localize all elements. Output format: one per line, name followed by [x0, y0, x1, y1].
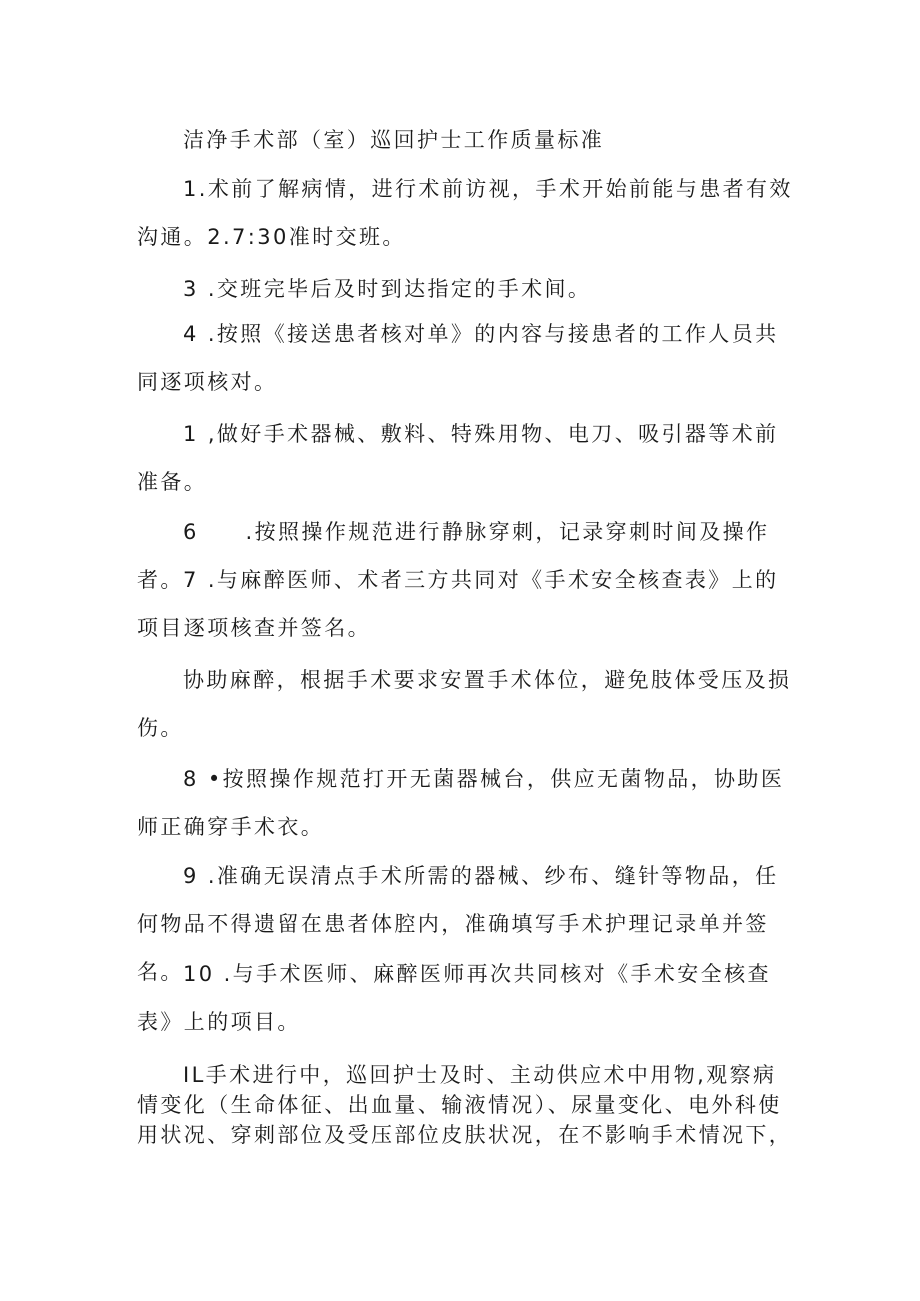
document-title: 洁净手术部（室）巡回护士工作质量标准: [183, 128, 605, 152]
paragraph-7: 协助麻醉，根据手术要求安置手术体位，避免肢体受压及损伤。: [137, 668, 792, 740]
paragraph-6: 7 .与麻醉医师、术者三方共同对《手术安全核查表》上的项目逐项核查并签名。: [137, 568, 779, 640]
paragraph-1: 1.术前了解病情，进行术前访视，手术开始前能与患者有效沟通。2.7:30准时交班。: [137, 177, 793, 249]
paragraph-3: 4 .按照《接送患者核对单》的内容与接患者的工作人员共同逐项核对。: [137, 322, 779, 394]
paragraph-11: IL手术进行中，巡回护士及时、主动供应术中用物,观察病情变化（生命体征、出血量、输液情况）、尿量变化、电外科使用状况、穿刺部位及受压部位皮肤状况，在不影响手术情况下，: [137, 1063, 793, 1147]
paragraph-9: 9 .准确无误清点手术所需的器械、纱布、缝针等物品，任何物品不得遗留在患者体腔内，准确填写手术护理记录单并签名。: [137, 864, 779, 984]
paragraph-8: 8 •按照操作规范打开无菌器械台，供应无菌物品，协助医师正确穿手术衣。: [137, 767, 785, 839]
paragraph-2: 3 .交班完毕后及时到达指定的手术间。: [183, 277, 592, 301]
paragraph-10: 10 .与手术医师、麻醉医师再次共同核对《手术安全核查表》上的项目。: [137, 962, 771, 1034]
paragraph-4: 1 ,做好手术器械、敷料、特殊用物、电刀、吸引器等术前准备。: [137, 422, 779, 494]
paragraph-5: 6 .按照操作规范进行静脉穿刺，记录穿刺时间及操作者。: [137, 520, 770, 592]
